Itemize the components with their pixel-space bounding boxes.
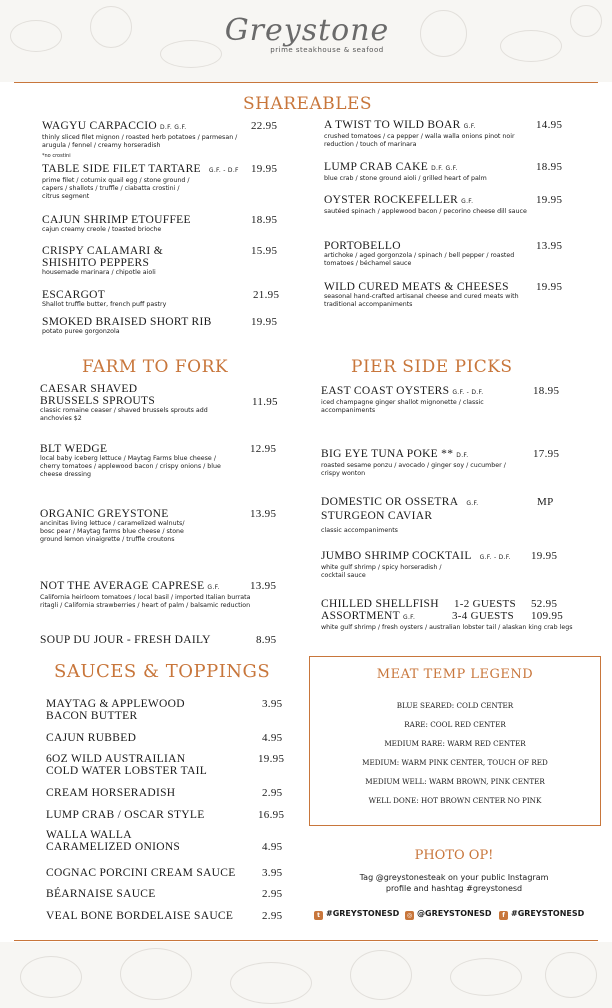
- legend-row: MEDIUM RARE: WARM RED CENTER: [384, 739, 526, 748]
- item-desc: crushed tomatoes / ca pepper / walla walla onions pinot noir reduction / touch of marinara: [324, 133, 515, 148]
- price-option-label: 1-2 GUESTS: [454, 598, 516, 610]
- decor-sketch: [350, 950, 412, 1000]
- legend-row: MEDIUM: WARM PINK CENTER, TOUCH OF RED: [362, 758, 548, 767]
- item-price: 2.95: [262, 910, 283, 922]
- item-name-line2: STURGEON CAVIAR: [321, 510, 433, 522]
- decor-sketch: [570, 5, 602, 37]
- decor-sketch: [230, 962, 312, 1004]
- item-name: CHILLED SHELLFISH: [321, 598, 439, 610]
- item-desc: white gulf shrimp / spicy horseradish / cocktail sauce: [321, 564, 442, 579]
- item-price: 19.95: [536, 281, 563, 293]
- item-price: 4.95: [262, 841, 283, 853]
- decor-sketch: [10, 20, 62, 52]
- decor-sketch: [500, 30, 562, 62]
- decor-sketch: [90, 6, 132, 48]
- item-price: 14.95: [536, 119, 563, 131]
- sauce-item: VEAL BONE BORDELAISE SAUCE: [46, 910, 234, 922]
- menu-item: [321, 550, 531, 580]
- item-price: 19.95: [251, 163, 278, 175]
- item-desc: roasted sesame ponzu / avocado / ginger soy / cucumber / crispy wonton: [321, 462, 506, 477]
- facebook-icon: f: [499, 911, 508, 920]
- decor-sketch: [160, 40, 222, 68]
- menu-item: [42, 163, 242, 201]
- menu-item: [40, 580, 270, 610]
- section-title-farm: FARM TO FORK: [82, 357, 229, 377]
- item-name: OYSTER ROCKEFELLER G.F.: [324, 194, 474, 206]
- item-price: 15.95: [251, 245, 278, 257]
- item-price: 11.95: [252, 396, 278, 408]
- item-price: 18.95: [533, 385, 560, 397]
- item-name: PORTOBELLO: [324, 240, 401, 252]
- item-price: 2.95: [262, 888, 283, 900]
- footer-rule: [14, 940, 598, 941]
- item-desc: thinly sliced filet mignon / roasted herb potatoes / parmesan / arugula / fennel / creamy horseradish: [42, 134, 238, 149]
- item-name: CAESAR SHAVED: [40, 383, 138, 395]
- item-price: 2.95: [262, 787, 283, 799]
- section-title-shareables: SHAREABLES: [243, 94, 373, 114]
- menu-item: [40, 508, 240, 544]
- menu-item: [324, 240, 534, 268]
- social-facebook[interactable]: f #GREYSTONESD: [499, 909, 584, 920]
- item-desc: Shallot truffle butter, french puff pastry: [42, 301, 167, 308]
- item-name: BLT WEDGE: [40, 443, 108, 455]
- menu-item: [324, 161, 534, 183]
- menu-item: [42, 245, 242, 277]
- logo-tagline: prime steakhouse & seafood: [270, 46, 384, 54]
- item-desc: classic accompaniments: [321, 527, 398, 534]
- decor-sketch: [450, 958, 522, 996]
- sauce-item: COGNAC PORCINI CREAM SAUCE: [46, 867, 236, 879]
- sauce-item: LUMP CRAB / OSCAR STYLE: [46, 809, 205, 821]
- item-desc: seasonal hand-crafted artisanal cheese and cured meats with traditional accompaniments: [324, 293, 519, 308]
- sauce-item: BÉARNAISE SAUCE: [46, 888, 156, 900]
- item-price: 17.95: [533, 448, 560, 460]
- logo-wordmark: Greystone: [224, 13, 390, 48]
- legend-row: WELL DONE: HOT BROWN CENTER NO PINK: [368, 796, 542, 805]
- menu-item: [42, 214, 242, 234]
- menu-item: [321, 496, 531, 535]
- item-desc: ancinitas living lettuce / caramelized walnuts/ bosc pear / Maytag farms blue cheese / stone ground lemon vinaigrette / truffle croutons: [40, 520, 185, 543]
- item-name: ESCARGOT: [42, 289, 106, 301]
- item-name: SMOKED BRAISED SHORT RIB: [42, 316, 212, 328]
- item-price: 4.95: [262, 732, 283, 744]
- legend-title: MEAT TEMP LEGEND: [376, 667, 534, 682]
- item-price: 18.95: [536, 161, 563, 173]
- menu-item: [40, 443, 240, 479]
- item-name: SOUP DU JOUR - FRESH DAILY: [40, 634, 211, 646]
- item-price: 16.95: [258, 809, 285, 821]
- menu-item: [40, 634, 260, 646]
- item-name: CAJUN SHRIMP ETOUFFEE: [42, 214, 191, 226]
- sauce-item: WALLA WALLA CARAMELIZED ONIONS: [46, 829, 181, 853]
- sauce-item: CAJUN RUBBED: [46, 732, 137, 744]
- menu-item: [42, 289, 242, 309]
- menu-item: [324, 119, 529, 149]
- item-desc: iced champagne ginger shallot mignonette / classic accompaniments: [321, 399, 484, 414]
- footer-band: [0, 942, 612, 1008]
- photo-op-text: Tag @greystonesteak on your public Instagram profile and hashtag #greystonesd: [359, 873, 549, 893]
- menu-item: [324, 194, 534, 216]
- item-price: 8.95: [256, 634, 277, 646]
- item-price: 18.95: [251, 214, 278, 226]
- instagram-icon: ◎: [406, 912, 413, 919]
- item-name: ORGANIC GREYSTONE: [40, 508, 169, 520]
- legend-row: RARE: COOL RED CENTER: [404, 720, 506, 729]
- item-price: 21.95: [253, 289, 280, 301]
- item-note: *no crostini: [42, 153, 71, 159]
- menu-item: [40, 383, 255, 423]
- item-name: TABLE SIDE FILET TARTARE G.F. - D.F: [42, 163, 239, 175]
- twitter-icon: t: [314, 911, 323, 920]
- item-desc: California heirloom tomatoes / local basil / imported Italian burrata ritagli / California strawberries / heart of palm / balsamic reduction: [40, 594, 251, 609]
- legend-row: MEDIUM WELL: WARM BROWN, PINK CENTER: [365, 777, 545, 786]
- item-name-line2: SHISHITO PEPPERS: [42, 257, 150, 269]
- item-price: 12.95: [250, 443, 277, 455]
- item-desc: local baby iceberg lettuce / Maytag Farms blue cheese / cherry tomatoes / applewood bacon / crispy onions / blue cheese dressing: [40, 455, 221, 478]
- item-desc: prime filet / coturnix quail egg / stone ground / capers / shallots / truffle / ciabatta crostini / citrus segment: [42, 177, 190, 200]
- item-price: 22.95: [251, 120, 278, 132]
- social-twitter[interactable]: t #GREYSTONESD: [314, 909, 399, 920]
- item-name: A TWIST TO WILD BOAR G.F.: [324, 119, 476, 131]
- item-desc: potato puree gorgonzola: [42, 328, 120, 335]
- item-name: WILD CURED MEATS & CHEESES: [324, 281, 509, 293]
- item-name-line2: ASSORTMENT G.F.: [321, 610, 416, 622]
- header-rule: [14, 82, 598, 83]
- item-price: 13.95: [250, 580, 277, 592]
- item-price: 3.95: [262, 698, 283, 710]
- item-price: 109.95: [531, 610, 564, 622]
- item-desc: cajun creamy creole / toasted brioche: [42, 226, 162, 233]
- item-name: LUMP CRAB CAKE D.F. G.F.: [324, 161, 458, 173]
- section-title-sauces: SAUCES & TOPPINGS: [54, 661, 271, 682]
- decor-sketch: [20, 956, 82, 998]
- item-desc: housemade marinara / chipotle aioli: [42, 269, 156, 276]
- menu-item: [42, 316, 242, 336]
- item-name: JUMBO SHRIMP COCKTAIL G.F. - D.F.: [321, 550, 511, 562]
- item-desc: blue crab / stone ground aioli / grilled heart of palm: [324, 175, 487, 182]
- item-name: EAST COAST OYSTERS G.F. - D.F.: [321, 385, 484, 397]
- item-price: 19.95: [258, 753, 285, 765]
- item-name: WAGYU CARPACCIO D.F. G.F.: [42, 120, 187, 132]
- item-price: 19.95: [536, 194, 563, 206]
- sauce-item: CREAM HORSERADISH: [46, 787, 176, 799]
- item-name: DOMESTIC OR OSSETRA G.F.: [321, 496, 479, 508]
- item-name: NOT THE AVERAGE CAPRESE G.F.: [40, 580, 220, 592]
- meat-temp-legend: [309, 656, 601, 826]
- item-desc: classic romaine ceaser / shaved brussels sprouts add anchovies $2: [40, 407, 208, 422]
- item-price: 19.95: [531, 550, 558, 562]
- item-desc: sautéed spinach / applewood bacon / pecorino cheese dill sauce: [324, 208, 527, 215]
- item-name-line2: BRUSSELS SPROUTS: [40, 395, 156, 407]
- price-option-label: 3-4 GUESTS: [452, 610, 514, 622]
- sauce-item: 6OZ WILD AUSTRAILIAN COLD WATER LOBSTER TAIL: [46, 753, 208, 777]
- item-price: 52.95: [531, 598, 558, 610]
- decor-sketch: [420, 10, 467, 57]
- item-desc: white gulf shrimp / fresh oysters / australian lobster tail / alaskan king crab legs: [321, 624, 573, 631]
- decor-sketch: [120, 948, 192, 1000]
- menu-item: [42, 120, 242, 160]
- item-name: CRISPY CALAMARI &: [42, 245, 163, 257]
- menu-item: [321, 385, 526, 415]
- menu-item: [324, 281, 529, 309]
- section-title-pier: PIER SIDE PICKS: [351, 357, 513, 377]
- social-instagram[interactable]: ◎ @GREYSTONESD: [406, 909, 492, 919]
- legend-row: BLUE SEARED: COLD CENTER: [396, 701, 514, 710]
- item-price: 3.95: [262, 867, 283, 879]
- item-price: MP: [537, 496, 554, 508]
- item-price: 19.95: [251, 316, 278, 328]
- item-desc: artichoke / aged gorgonzola / spinach / bell pepper / roasted tomatoes / béchamel sauce: [324, 252, 515, 267]
- decor-sketch: [545, 952, 597, 998]
- item-name: BIG EYE TUNA POKE ** D.F.: [321, 448, 469, 460]
- sauce-item: MAYTAG & APPLEWOOD BACON BUTTER: [46, 698, 185, 722]
- item-price: 13.95: [536, 240, 563, 252]
- photo-op-title: PHOTO OP!: [414, 848, 494, 863]
- logo: [222, 14, 392, 70]
- item-price: 13.95: [250, 508, 277, 520]
- menu-item: [321, 448, 526, 478]
